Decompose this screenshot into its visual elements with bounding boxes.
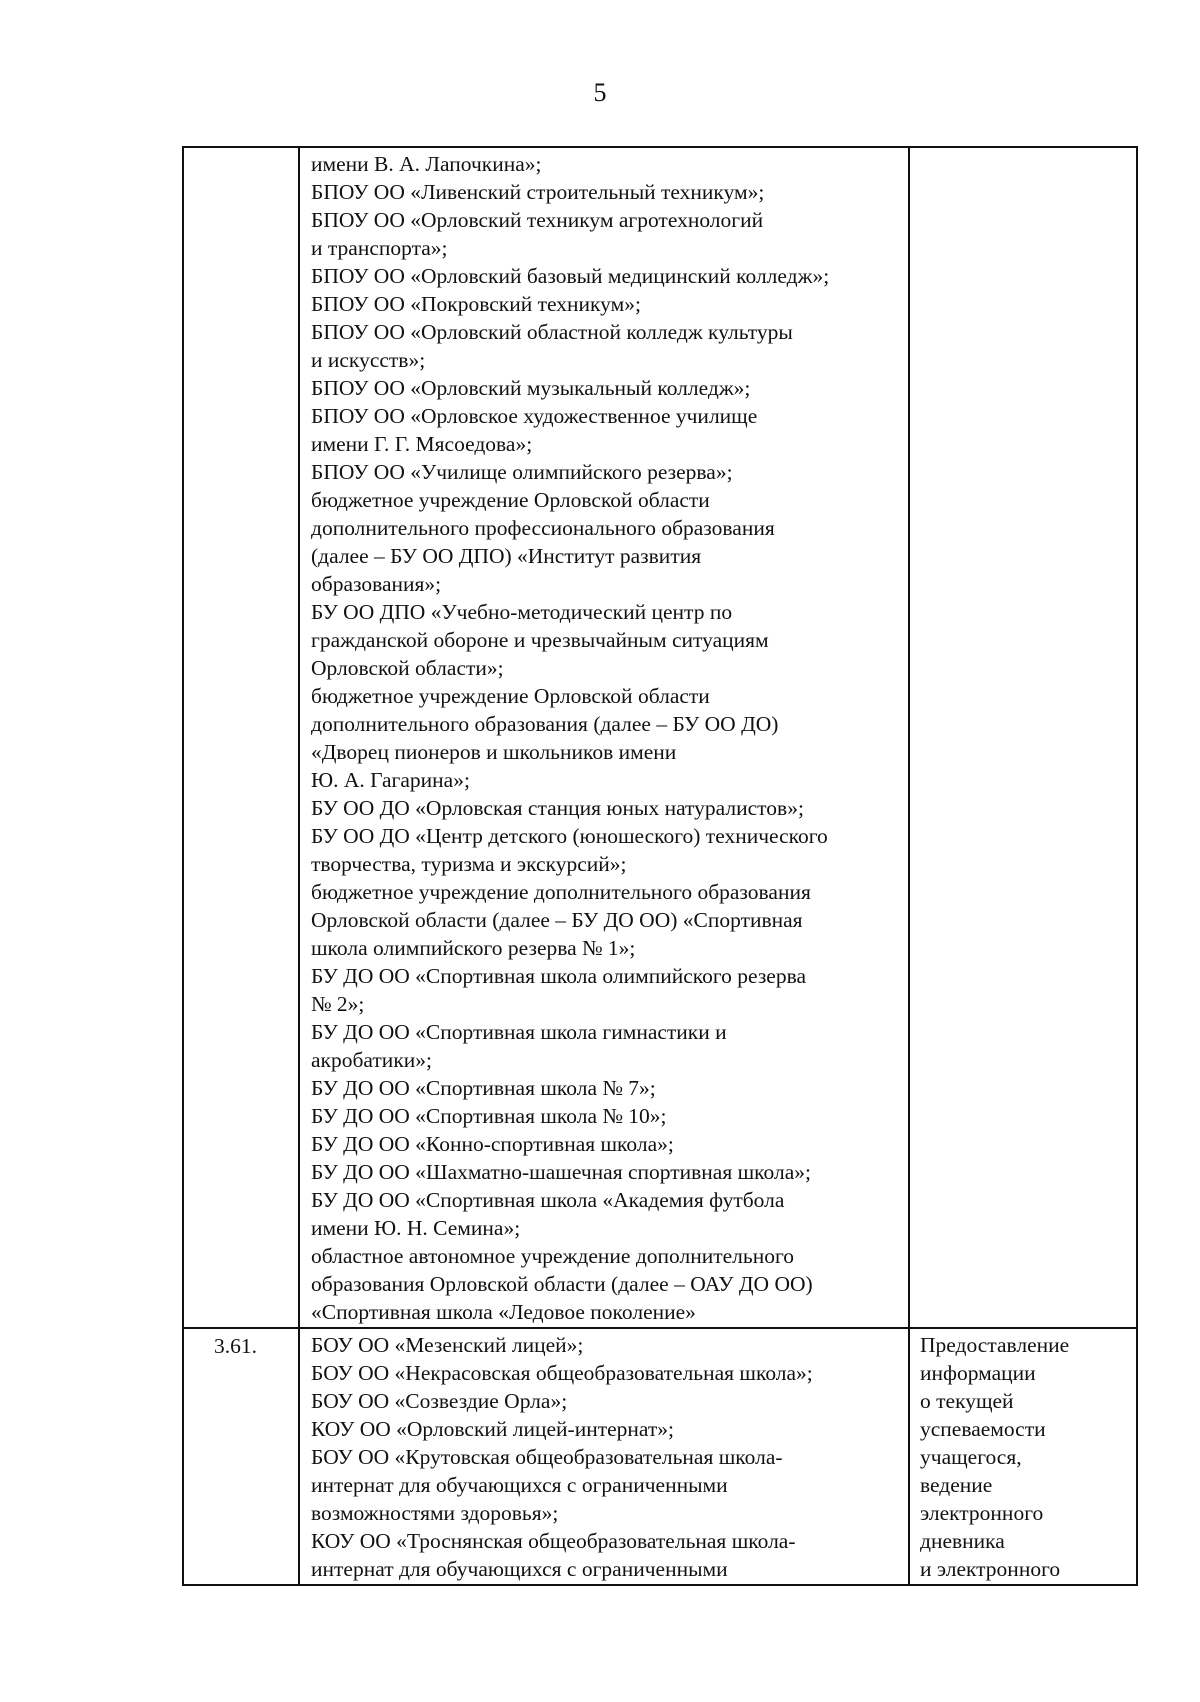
organization-line: КОУ ОО «Орловский лицей-интернат»; [311,1417,675,1441]
organizations-cell [299,147,909,1328]
document-table [182,146,1138,1586]
organization-line: БУ ОО ДО «Центр детского (юношеского) технического [311,824,828,848]
row-number-cell [183,147,299,1328]
description-line: Предоставление [920,1333,1070,1357]
organization-line: БУ ДО ОО «Спортивная школа «Академия футбола [311,1188,785,1212]
organization-line: бюджетное учреждение Орловской области [311,488,710,512]
table-row-3-61 [183,1328,1137,1585]
organization-line: образования Орловской области (далее – ОАУ ДО ОО) [311,1272,813,1296]
organization-line: БПОУ ОО «Училище олимпийского резерва»; [311,460,733,484]
organization-line: интернат для обучающихся с ограниченными [311,1557,728,1581]
organization-line: БПОУ ОО «Ливенский строительный техникум»; [311,180,765,204]
description-cell [909,147,1137,1328]
description-line: электронного [920,1501,1044,1525]
organization-line: Орловской области»; [311,656,504,680]
description-text [910,148,1136,151]
organization-line: БОУ ОО «Некрасовская общеобразовательная школа»; [311,1361,813,1385]
organization-line: БПОУ ОО «Орловский техникум агротехнологий [311,208,764,232]
organization-line: имени В. А. Лапочкина»; [311,152,542,176]
organization-line: Ю. А. Гагарина»; [311,768,470,792]
organization-line: творчества, туризма и экскурсий»; [311,852,627,876]
description-line: учащегося, [920,1445,1022,1469]
organization-line: БПОУ ОО «Покровский техникум»; [311,292,641,316]
organization-line: Орловской области (далее – БУ ДО ОО) «Спортивная [311,908,803,932]
description-line: ведение [920,1473,993,1497]
organization-line: дополнительного образования (далее – БУ ОО ДО) [311,712,779,736]
organization-line: возможностями здоровья»; [311,1501,559,1525]
organization-line: БУ ДО ОО «Спортивная школа гимнастики и [311,1020,727,1044]
organization-line: БОУ ОО «Мезенский лицей»; [311,1333,584,1357]
organization-line: и транспорта»; [311,236,448,260]
organizations-list [300,1329,908,1584]
organization-line: БПОУ ОО «Орловский областной колледж культуры [311,320,793,344]
organization-line: акробатики»; [311,1048,432,1072]
description-line: успеваемости [920,1417,1046,1441]
organization-line: образования»; [311,572,442,596]
organization-line: имени Ю. Н. Семина»; [311,1216,521,1240]
organization-line: школа олимпийского резерва № 1»; [311,936,636,960]
organization-line: БУ ОО ДПО «Учебно-методический центр по [311,600,733,624]
description-line: информации [920,1361,1036,1385]
description-line: о текущей [920,1389,1014,1413]
table-row-continuation [183,147,1137,1328]
organization-line: дополнительного профессионального образования [311,516,775,540]
organization-line: «Спортивная школа «Ледовое поколение» [311,1300,696,1324]
organization-line: гражданской обороне и чрезвычайным ситуациям [311,628,769,652]
organization-line: БПОУ ОО «Орловский музыкальный колледж»; [311,376,751,400]
organizations-cell [299,1328,909,1585]
organizations-list [300,148,908,1327]
row-number [184,148,298,151]
row-number: 3.61. [214,1334,257,1358]
organization-line: и искусств»; [311,348,426,372]
organization-line: бюджетное учреждение дополнительного образования [311,880,811,904]
row-number-cell [183,1328,299,1585]
description-line: дневника [920,1529,1005,1553]
organization-line: БУ ОО ДО «Орловская станция юных натуралистов»; [311,796,804,820]
organization-line: областное автономное учреждение дополнительного [311,1244,794,1268]
description-cell [909,1328,1137,1585]
organization-line: бюджетное учреждение Орловской области [311,684,710,708]
organization-line: БУ ДО ОО «Шахматно-шашечная спортивная школа»; [311,1160,811,1184]
organization-line: БУ ДО ОО «Спортивная школа № 10»; [311,1104,667,1128]
organization-line: «Дворец пионеров и школьников имени [311,740,677,764]
organization-line: БУ ДО ОО «Спортивная школа олимпийского резерва [311,964,807,988]
organization-line: БУ ДО ОО «Конно-спортивная школа»; [311,1132,674,1156]
organization-line: БПОУ ОО «Орловский базовый медицинский колледж»; [311,264,830,288]
organization-line: БОУ ОО «Крутовская общеобразовательная школа- [311,1445,783,1469]
description-line: и электронного [920,1557,1061,1581]
organization-line: интернат для обучающихся с ограниченными [311,1473,728,1497]
organization-line: БОУ ОО «Созвездие Орла»; [311,1389,568,1413]
organization-line: (далее – БУ ОО ДПО) «Институт развития [311,544,702,568]
organization-line: БУ ДО ОО «Спортивная школа № 7»; [311,1076,656,1100]
description-text [910,1329,1136,1584]
organization-line: имени Г. Г. Мясоедова»; [311,432,533,456]
page-number: 5 [593,78,607,107]
organization-line: № 2»; [311,992,365,1016]
organization-line: КОУ ОО «Троснянская общеобразовательная школа- [311,1529,796,1553]
organization-line: БПОУ ОО «Орловское художественное училище [311,404,758,428]
